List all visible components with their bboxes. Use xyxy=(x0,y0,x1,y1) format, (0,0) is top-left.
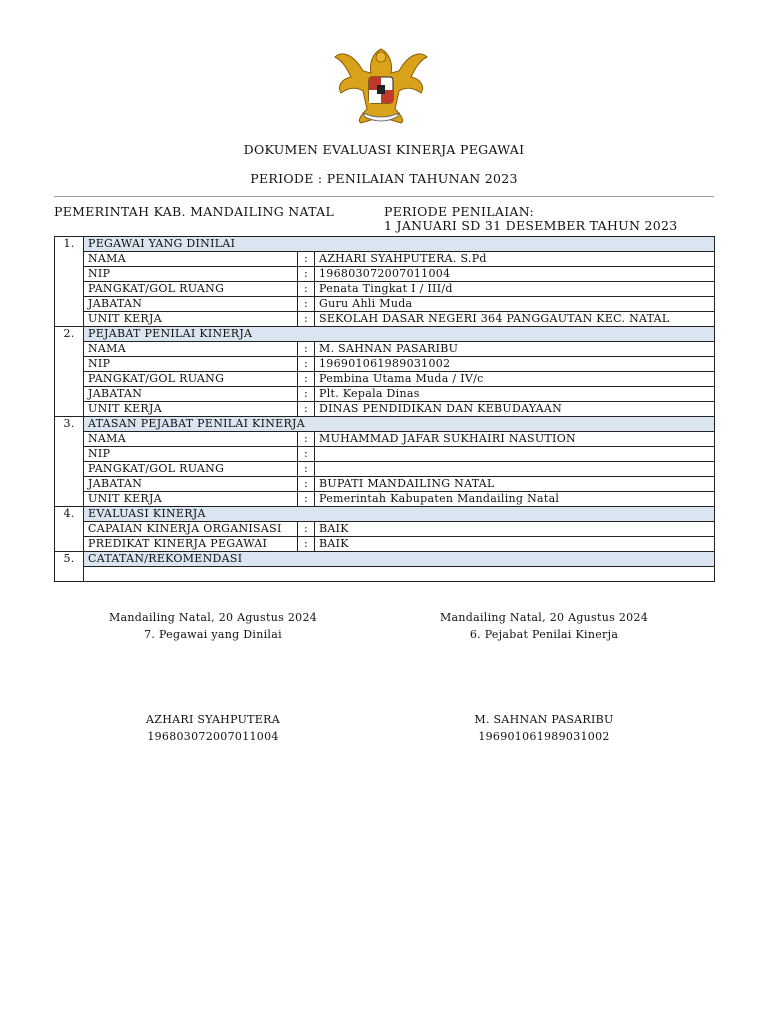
period-label: PERIODE PENILAIAN: xyxy=(384,204,535,219)
table-row xyxy=(55,492,715,507)
field-label: JABATAN xyxy=(84,477,298,492)
table-row xyxy=(55,312,715,327)
section-number: 4. xyxy=(55,507,84,552)
field-label: PANGKAT/GOL RUANG xyxy=(84,372,298,387)
field-colon: : xyxy=(298,492,315,507)
left-place-date: Mandailing Natal, 20 Agustus 2024 xyxy=(108,611,318,624)
field-colon: : xyxy=(298,447,315,462)
left-signatory xyxy=(63,711,363,745)
left-nip: 196803072007011004 xyxy=(147,730,279,743)
table-row xyxy=(55,477,715,492)
right-nip: 196901061989031002 xyxy=(478,730,610,743)
right-role: 6. Pejabat Penilai Kinerja xyxy=(469,628,619,641)
field-value: BAIK xyxy=(315,537,715,552)
section-title: EVALUASI KINERJA xyxy=(84,507,715,522)
field-label: NAMA xyxy=(84,432,298,447)
left-role: 7. Pegawai yang Dinilai xyxy=(144,628,282,641)
right-place-date: Mandailing Natal, 20 Agustus 2024 xyxy=(439,611,649,624)
field-value: Guru Ahli Muda xyxy=(315,297,715,312)
table-row xyxy=(55,282,715,297)
field-label: NIP xyxy=(84,267,298,282)
table-row xyxy=(55,297,715,312)
field-value: MUHAMMAD JAFAR SUKHAIRI NASUTION xyxy=(315,432,715,447)
field-colon: : xyxy=(298,312,315,327)
field-value: AZHARI SYAHPUTERA. S.Pd xyxy=(315,252,715,267)
left-signature-block xyxy=(63,609,363,643)
notes-cell xyxy=(84,567,715,582)
field-label: PREDIKAT KINERJA PEGAWAI xyxy=(84,537,298,552)
field-value: SEKOLAH DASAR NEGERI 364 PANGGAUTAN KEC. NATAL xyxy=(315,312,715,327)
field-value xyxy=(315,447,715,462)
field-value: Plt. Kepala Dinas xyxy=(315,387,715,402)
table-row xyxy=(55,252,715,267)
field-colon: : xyxy=(298,402,315,417)
field-value: BUPATI MANDAILING NATAL xyxy=(315,477,715,492)
field-value: Pembina Utama Muda / IV/c xyxy=(315,372,715,387)
field-label: NIP xyxy=(84,357,298,372)
field-label: JABATAN xyxy=(84,297,298,312)
field-label: CAPAIAN KINERJA ORGANISASI xyxy=(84,522,298,537)
table-row xyxy=(55,402,715,417)
section-number: 3. xyxy=(55,417,84,507)
section-number: 2. xyxy=(55,327,84,417)
field-value: 196901061989031002 xyxy=(315,357,715,372)
section-header-row xyxy=(55,552,715,567)
left-name: AZHARI SYAHPUTERA xyxy=(146,713,280,726)
section-header-row xyxy=(55,237,715,252)
field-colon: : xyxy=(298,267,315,282)
section-number: 1. xyxy=(55,237,84,327)
section-header-row xyxy=(55,417,715,432)
field-label: NIP xyxy=(84,447,298,462)
evaluation-table xyxy=(54,236,715,582)
field-colon: : xyxy=(298,297,315,312)
garuda-emblem-icon xyxy=(333,43,429,125)
table-row xyxy=(55,267,715,282)
field-colon: : xyxy=(298,387,315,402)
field-colon: : xyxy=(298,537,315,552)
table-row xyxy=(55,522,715,537)
section-header-row xyxy=(55,507,715,522)
document-title: DOKUMEN EVALUASI KINERJA PEGAWAI xyxy=(243,142,525,157)
empty-notes-row xyxy=(55,567,715,582)
table-row xyxy=(55,342,715,357)
field-colon: : xyxy=(298,462,315,477)
field-label: PANGKAT/GOL RUANG xyxy=(84,462,298,477)
document-period: PERIODE : PENILAIAN TAHUNAN 2023 xyxy=(250,171,518,186)
table-row xyxy=(55,372,715,387)
field-label: PANGKAT/GOL RUANG xyxy=(84,282,298,297)
section-title: PEGAWAI YANG DINILAI xyxy=(84,237,715,252)
right-signature-block xyxy=(394,609,694,643)
field-label: UNIT KERJA xyxy=(84,492,298,507)
right-name: M. SAHNAN PASARIBU xyxy=(474,713,614,726)
table-row xyxy=(55,537,715,552)
field-colon: : xyxy=(298,342,315,357)
field-label: UNIT KERJA xyxy=(84,402,298,417)
table-row xyxy=(55,387,715,402)
field-label: NAMA xyxy=(84,252,298,267)
period-value: 1 JANUARI SD 31 DESEMBER TAHUN 2023 xyxy=(384,218,678,233)
field-value: M. SAHNAN PASARIBU xyxy=(315,342,715,357)
field-colon: : xyxy=(298,432,315,447)
field-value xyxy=(315,462,715,477)
section-header-row xyxy=(55,327,715,342)
field-colon: : xyxy=(298,282,315,297)
divider xyxy=(54,196,714,197)
table-row xyxy=(55,432,715,447)
field-colon: : xyxy=(298,357,315,372)
institution-name: PEMERINTAH KAB. MANDAILING NATAL xyxy=(54,204,335,219)
field-value: Penata Tingkat I / III/d xyxy=(315,282,715,297)
field-colon: : xyxy=(298,522,315,537)
section-number: 5. xyxy=(55,552,84,582)
field-label: NAMA xyxy=(84,342,298,357)
section-title: CATATAN/REKOMENDASI xyxy=(84,552,715,567)
field-value: Pemerintah Kabupaten Mandailing Natal xyxy=(315,492,715,507)
field-label: JABATAN xyxy=(84,387,298,402)
right-signatory xyxy=(394,711,694,745)
section-title: PEJABAT PENILAI KINERJA xyxy=(84,327,715,342)
table-row xyxy=(55,357,715,372)
field-label: UNIT KERJA xyxy=(84,312,298,327)
field-value: 196803072007011004 xyxy=(315,267,715,282)
field-colon: : xyxy=(298,477,315,492)
field-colon: : xyxy=(298,252,315,267)
section-title: ATASAN PEJABAT PENILAI KINERJA xyxy=(84,417,715,432)
field-colon: : xyxy=(298,372,315,387)
field-value: DINAS PENDIDIKAN DAN KEBUDAYAAN xyxy=(315,402,715,417)
table-row xyxy=(55,462,715,477)
table-row xyxy=(55,447,715,462)
field-value: BAIK xyxy=(315,522,715,537)
